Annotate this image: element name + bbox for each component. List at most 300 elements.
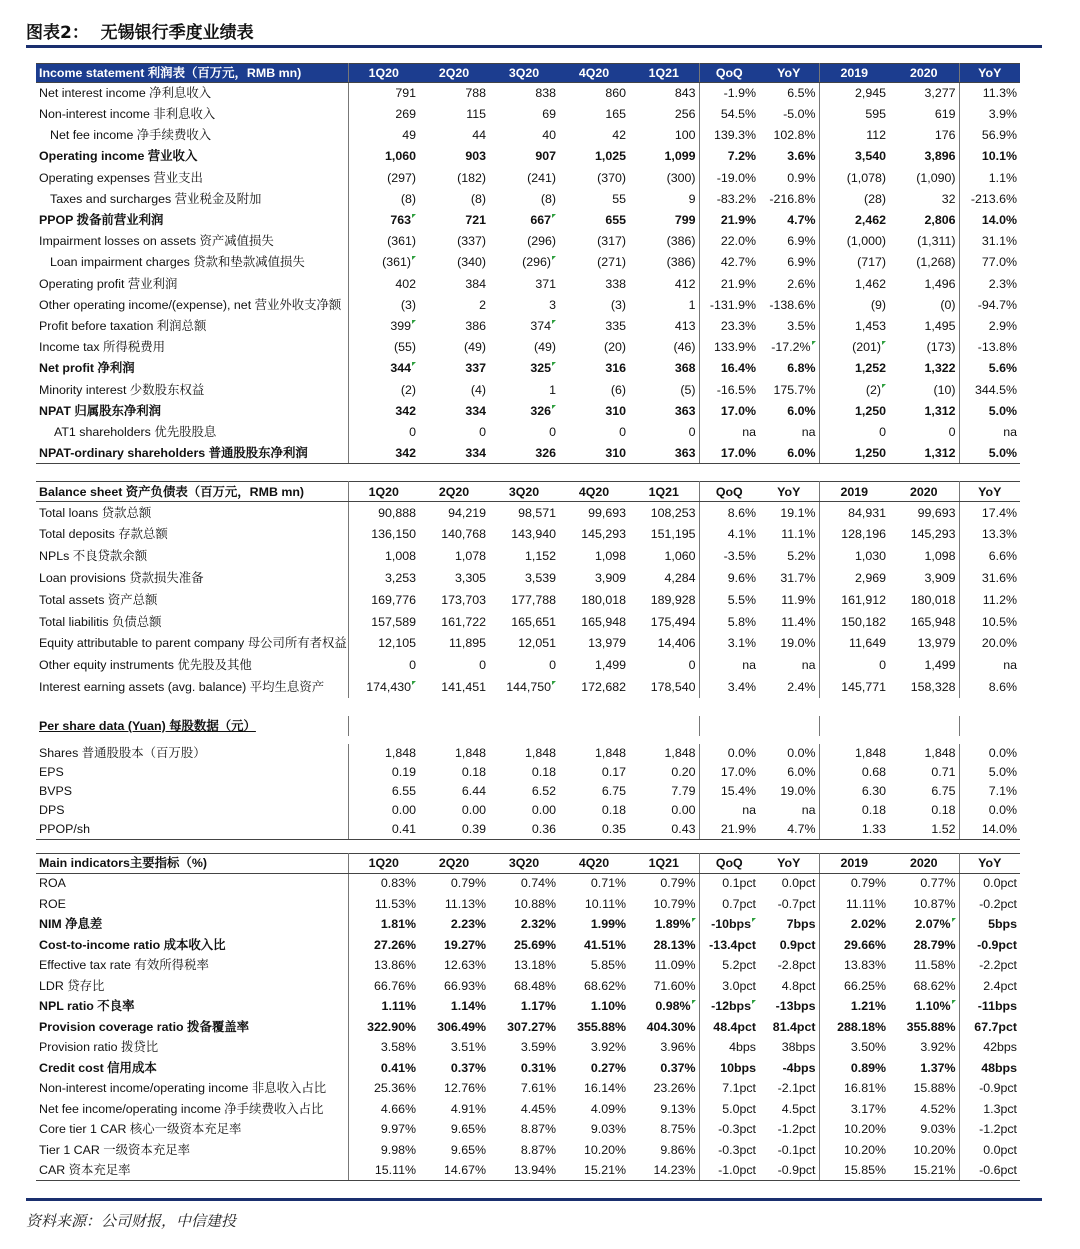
table-row	[36, 1099, 1020, 1120]
table-cell	[489, 976, 559, 997]
table-cell	[699, 654, 759, 676]
table-cell	[759, 210, 819, 231]
table-cell	[348, 104, 419, 125]
cell-text: na	[742, 803, 756, 818]
table-cell	[629, 1058, 699, 1079]
cell-text: 11.09%	[654, 958, 696, 973]
cell-text: -13.4pct	[709, 937, 756, 952]
cell-text: 1,848	[384, 746, 416, 761]
table-cell	[819, 976, 889, 997]
table-cell	[489, 676, 559, 698]
cell-text: (296)	[527, 234, 556, 249]
table-cell	[559, 443, 629, 464]
table-cell	[819, 1037, 889, 1058]
cell-text: 10bps	[720, 1060, 756, 1075]
table-cell	[559, 337, 629, 358]
table-cell	[759, 873, 819, 894]
cell-text: 16.14%	[583, 1081, 626, 1096]
table-cell	[629, 64, 699, 83]
cell-text: 7.2%	[727, 149, 756, 164]
table-cell	[348, 524, 419, 546]
cell-text: 5.8%	[727, 614, 756, 629]
cell-text: 903	[465, 149, 486, 164]
cell-text: 307.27%	[507, 1019, 556, 1034]
cell-text: 0.39	[461, 822, 486, 837]
table-row	[36, 676, 1020, 698]
table-cell	[699, 104, 759, 125]
table-cell	[819, 104, 889, 125]
cell-text: 94,219	[448, 505, 486, 520]
table-cell	[348, 482, 419, 502]
cell-text: 337	[465, 361, 486, 376]
cell-text: 4.7%	[787, 822, 816, 837]
cell-text: 3,253	[384, 570, 416, 585]
cell-text: 1,312	[924, 403, 956, 418]
table-cell	[759, 611, 819, 633]
cell-text: na	[801, 803, 816, 818]
cell-text: 12,105	[378, 636, 416, 651]
row-label	[36, 210, 348, 231]
table-cell	[419, 894, 489, 915]
table-row	[36, 1160, 1020, 1181]
table-cell	[419, 976, 489, 997]
cell-text: (3)	[400, 297, 416, 312]
cell-text: 7.1pct	[722, 1081, 756, 1096]
table-cell	[348, 782, 419, 801]
table-cell	[889, 611, 959, 633]
table-cell	[419, 1160, 489, 1181]
cell-text: 7.61%	[520, 1081, 556, 1096]
cell-text: Provision ratio 拨贷比	[39, 1040, 159, 1055]
cell-text: (3)	[610, 297, 626, 312]
cell-text: 100	[674, 128, 696, 143]
error-triangle-icon	[552, 362, 556, 366]
cell-text: Net fee income/operating income 净手续费收入占比	[39, 1101, 324, 1116]
cell-text: -16.5%	[716, 382, 756, 397]
cell-text: 6.75	[601, 784, 626, 799]
table-cell	[419, 1058, 489, 1079]
table-cell	[889, 358, 959, 379]
table-cell	[629, 1119, 699, 1140]
cell-text: 48.4pct	[713, 1019, 756, 1034]
table-cell	[489, 524, 559, 546]
cell-text: 1,312	[924, 445, 956, 460]
bank-results-table	[36, 63, 1020, 1181]
table-row	[36, 125, 1020, 146]
cell-text: 0	[688, 424, 696, 439]
cell-text: 1Q21	[648, 484, 679, 499]
cell-text: 42	[612, 128, 626, 143]
table-cell	[489, 443, 559, 464]
table-cell	[759, 676, 819, 698]
cell-text: 6.55	[391, 784, 416, 799]
table-cell	[348, 64, 419, 83]
cell-text: 4Q20	[578, 484, 610, 499]
cell-text: 10.20%	[843, 1122, 886, 1137]
cell-text: QoQ	[715, 484, 743, 499]
cell-text: 17.0%	[720, 445, 756, 460]
cell-text: 102.8%	[773, 128, 816, 143]
table-cell	[819, 502, 889, 524]
table-cell	[889, 894, 959, 915]
row-label	[36, 252, 348, 273]
table-cell	[348, 676, 419, 698]
row-label	[36, 633, 348, 655]
cell-text: 2Q20	[438, 65, 470, 80]
table-cell	[819, 1078, 889, 1099]
table-row	[36, 1037, 1020, 1058]
table-cell	[489, 914, 559, 935]
row-label	[36, 104, 348, 125]
table-cell	[419, 676, 489, 698]
table-row	[36, 146, 1020, 167]
table-cell	[489, 231, 559, 252]
table-cell	[889, 1119, 959, 1140]
cell-text: 667	[530, 213, 551, 228]
table-cell	[419, 104, 489, 125]
cell-text: 17.4%	[981, 505, 1017, 520]
cell-text: 799	[674, 213, 696, 228]
cell-text: 721	[465, 213, 486, 228]
top-rule	[26, 45, 1042, 48]
table-cell	[889, 955, 959, 976]
cell-text: -216.8%	[769, 191, 816, 206]
table-cell	[629, 1037, 699, 1058]
cell-text: 0.68	[861, 765, 886, 780]
table-cell	[419, 337, 489, 358]
table-cell	[348, 654, 419, 676]
cell-text: Profit before taxation 利润总额	[39, 318, 207, 333]
cell-text: 10.1%	[981, 149, 1017, 164]
table-cell	[699, 83, 759, 104]
table-cell	[759, 316, 819, 337]
table-cell	[699, 955, 759, 976]
table-cell	[699, 64, 759, 83]
table-cell	[348, 1058, 419, 1079]
table-cell	[629, 782, 699, 801]
table-cell	[819, 273, 889, 294]
table-cell	[699, 633, 759, 655]
cell-text: 4Q20	[578, 855, 610, 870]
table-cell	[889, 853, 959, 873]
table-cell	[699, 188, 759, 209]
table-cell	[629, 676, 699, 698]
table-cell	[959, 188, 1020, 209]
table-cell	[559, 1099, 629, 1120]
cell-text: 3,540	[854, 149, 886, 164]
table-cell	[759, 763, 819, 782]
cell-text: 1,848	[664, 746, 696, 761]
balance-header-row	[36, 482, 1020, 502]
cell-text: ROE	[39, 896, 66, 911]
cell-text: 180,018	[910, 592, 956, 607]
table-cell	[699, 252, 759, 273]
table-cell	[629, 316, 699, 337]
cell-text: Total loans 贷款总额	[39, 505, 152, 520]
cell-text: 15.88%	[913, 1081, 956, 1096]
row-label	[36, 873, 348, 894]
table-row	[36, 167, 1020, 188]
cell-text: 3.59%	[520, 1040, 556, 1055]
table-cell	[419, 763, 489, 782]
table-cell	[959, 589, 1020, 611]
cell-text: 5.85%	[590, 958, 626, 973]
cell-text: 84,931	[848, 505, 886, 520]
table-cell	[489, 744, 559, 763]
cell-text: 11,895	[449, 636, 486, 651]
table-cell	[348, 996, 419, 1017]
cell-text: -2.2pct	[979, 958, 1017, 973]
table-cell	[348, 633, 419, 655]
table-cell	[348, 744, 419, 763]
cell-text: YoY	[978, 855, 1002, 870]
table-cell	[759, 337, 819, 358]
table-cell	[819, 894, 889, 915]
row-label	[36, 801, 348, 820]
cell-text: 0.71%	[590, 876, 626, 891]
error-triangle-icon	[412, 681, 416, 685]
cell-text: 21.9%	[720, 822, 756, 837]
table-cell	[559, 125, 629, 146]
cell-text: (1,000)	[846, 234, 886, 249]
cell-text: EPS	[39, 765, 64, 780]
table-row	[36, 955, 1020, 976]
table-cell	[348, 443, 419, 464]
cell-text: 860	[605, 86, 626, 101]
cell-text: 14.23%	[653, 1162, 696, 1177]
table-cell	[629, 83, 699, 104]
cell-text: 48bps	[981, 1060, 1017, 1075]
cell-text: 2.6%	[787, 276, 816, 291]
error-triangle-icon	[552, 681, 556, 685]
cell-text: (241)	[527, 170, 556, 185]
cell-text: 10.88%	[513, 896, 556, 911]
table-row	[36, 935, 1020, 956]
cell-text: -0.9pct	[979, 1081, 1017, 1096]
table-cell	[559, 524, 629, 546]
table-cell	[889, 273, 959, 294]
table-cell	[419, 1078, 489, 1099]
cell-text: 1.1%	[988, 170, 1017, 185]
cell-text: YoY	[978, 65, 1002, 80]
table-cell	[559, 955, 629, 976]
row-label	[36, 545, 348, 567]
cell-text: 108,253	[650, 505, 696, 520]
table-row	[36, 358, 1020, 379]
error-triangle-icon	[412, 320, 416, 324]
table-cell	[959, 914, 1020, 935]
table-cell	[889, 545, 959, 567]
table-cell	[629, 524, 699, 546]
table-cell	[889, 502, 959, 524]
table-cell	[759, 1017, 819, 1038]
cell-text: 788	[465, 86, 486, 101]
cell-text: -0.3pct	[718, 1142, 756, 1157]
cell-text: 136,150	[371, 527, 416, 542]
cell-text: 0.19	[391, 765, 416, 780]
cell-text: 10.87%	[913, 896, 956, 911]
cell-text: 1.17%	[520, 999, 556, 1014]
table-cell	[629, 744, 699, 763]
cell-text: -0.9pct	[777, 1162, 816, 1177]
cell-text: 2,969	[854, 570, 886, 585]
table-cell	[419, 801, 489, 820]
table-cell	[889, 294, 959, 315]
cell-text: 1.89%	[655, 917, 691, 932]
cell-text: 3.9%	[988, 107, 1017, 122]
table-cell	[348, 820, 419, 839]
cell-text: 0.79%	[850, 876, 886, 891]
cell-text: 133.9%	[713, 340, 756, 355]
table-cell	[629, 1078, 699, 1099]
table-cell	[559, 1017, 629, 1038]
table-row	[36, 1078, 1020, 1099]
cell-text: 3,896	[924, 149, 956, 164]
cell-text: Net interest income 净利息收入	[39, 86, 212, 101]
table-cell	[819, 996, 889, 1017]
table-cell	[489, 1140, 559, 1161]
cell-text: 4.7%	[787, 213, 816, 228]
cell-text: Per share data (Yuan) 每股数据（元）	[39, 718, 256, 733]
table-cell	[819, 935, 889, 956]
cell-text: 6.30	[861, 784, 886, 799]
cell-text: 1.10%	[915, 999, 951, 1014]
table-cell	[759, 231, 819, 252]
table-cell	[819, 146, 889, 167]
cell-text: 11,649	[849, 636, 886, 651]
row-label	[36, 976, 348, 997]
table-cell	[489, 955, 559, 976]
cell-text: (0)	[940, 297, 956, 312]
cell-text: 145,293	[581, 527, 626, 542]
cell-text: 374	[530, 318, 551, 333]
table-cell	[889, 676, 959, 698]
cell-text: 843	[674, 86, 696, 101]
cell-text: 4.1%	[727, 527, 756, 542]
table-cell	[559, 316, 629, 337]
cell-text: NIM 净息差	[39, 917, 103, 932]
table-cell	[889, 1160, 959, 1181]
table-cell	[819, 524, 889, 546]
cell-text: 2.32%	[520, 917, 556, 932]
table-cell	[699, 976, 759, 997]
table-cell	[348, 210, 419, 231]
cell-text: Total deposits 存款总额	[39, 527, 168, 542]
cell-text: (1,090)	[916, 170, 956, 185]
cell-text: Balance sheet 资产负债表（百万元，RMB mn)	[39, 484, 305, 499]
cell-text: -13.8%	[977, 340, 1017, 355]
error-triangle-icon	[552, 214, 556, 218]
table-cell	[489, 146, 559, 167]
cell-text: 1Q20	[368, 484, 399, 499]
cell-text: 1,322	[924, 361, 956, 376]
table-cell	[419, 1017, 489, 1038]
table-cell	[559, 996, 629, 1017]
error-triangle-icon	[552, 256, 556, 260]
table-row	[36, 524, 1020, 546]
cell-text: 0.79%	[450, 876, 486, 891]
table-cell	[889, 1140, 959, 1161]
row-label	[36, 676, 348, 698]
table-row	[36, 1140, 1020, 1161]
cell-text: 68.62%	[913, 978, 956, 993]
row-label	[36, 935, 348, 956]
cell-text: 13,979	[917, 636, 956, 651]
table-row	[36, 996, 1020, 1017]
table-cell	[699, 294, 759, 315]
cell-text: 1Q20	[368, 855, 399, 870]
cell-text: 165,948	[910, 614, 956, 629]
table-cell	[559, 611, 629, 633]
cell-text: 5.0%	[988, 445, 1017, 460]
table-cell	[889, 1078, 959, 1099]
cell-text: 189,928	[650, 592, 696, 607]
table-cell	[699, 611, 759, 633]
cell-text: 0.27%	[590, 1060, 626, 1075]
cell-text: 2020	[909, 484, 938, 499]
section-gap	[36, 698, 1020, 716]
cell-text: 17.0%	[720, 765, 756, 780]
cell-text: (2)	[865, 382, 881, 397]
table-cell	[419, 567, 489, 589]
table-cell	[819, 294, 889, 315]
figure-title: 图表2： 无锡银行季度业绩表	[26, 23, 254, 43]
table-cell	[819, 1160, 889, 1181]
cell-text: -12bps	[711, 999, 751, 1014]
cell-text: 355.88%	[906, 1019, 956, 1034]
table-cell	[559, 914, 629, 935]
cell-text: 165,651	[511, 614, 556, 629]
table-cell	[759, 422, 819, 443]
cell-text: 13.3%	[981, 527, 1017, 542]
cell-text: 2.4%	[787, 679, 816, 694]
table-cell	[629, 167, 699, 188]
table-cell	[759, 502, 819, 524]
error-triangle-icon	[882, 384, 886, 388]
table-cell	[629, 763, 699, 782]
table-cell	[759, 400, 819, 421]
cell-text: 21.9%	[720, 213, 756, 228]
cell-text: 54.5%	[720, 107, 756, 122]
table-cell	[819, 744, 889, 763]
cell-text: 7.1%	[988, 784, 1017, 799]
error-triangle-icon	[412, 256, 416, 260]
table-cell	[348, 1160, 419, 1181]
cell-text: 3,539	[524, 570, 556, 585]
table-cell	[819, 763, 889, 782]
cell-text: 15.85%	[843, 1162, 886, 1177]
cell-text: 19.1%	[780, 505, 816, 520]
cell-text: 6.75	[931, 784, 956, 799]
table-cell	[889, 83, 959, 104]
table-row	[36, 502, 1020, 524]
cell-text: 0.71	[931, 765, 956, 780]
cell-text: 2,806	[924, 213, 956, 228]
table-cell	[889, 763, 959, 782]
table-cell	[819, 567, 889, 589]
cell-text: 145,293	[910, 527, 956, 542]
cell-text: -1.0pct	[718, 1162, 756, 1177]
cell-text: 9.03%	[590, 1122, 626, 1137]
table-cell	[419, 379, 489, 400]
table-cell	[559, 231, 629, 252]
table-cell	[759, 482, 819, 502]
row-label	[36, 379, 348, 400]
cell-text: 6.0%	[787, 765, 816, 780]
table-row	[36, 914, 1020, 935]
table-cell	[629, 894, 699, 915]
table-cell	[489, 422, 559, 443]
